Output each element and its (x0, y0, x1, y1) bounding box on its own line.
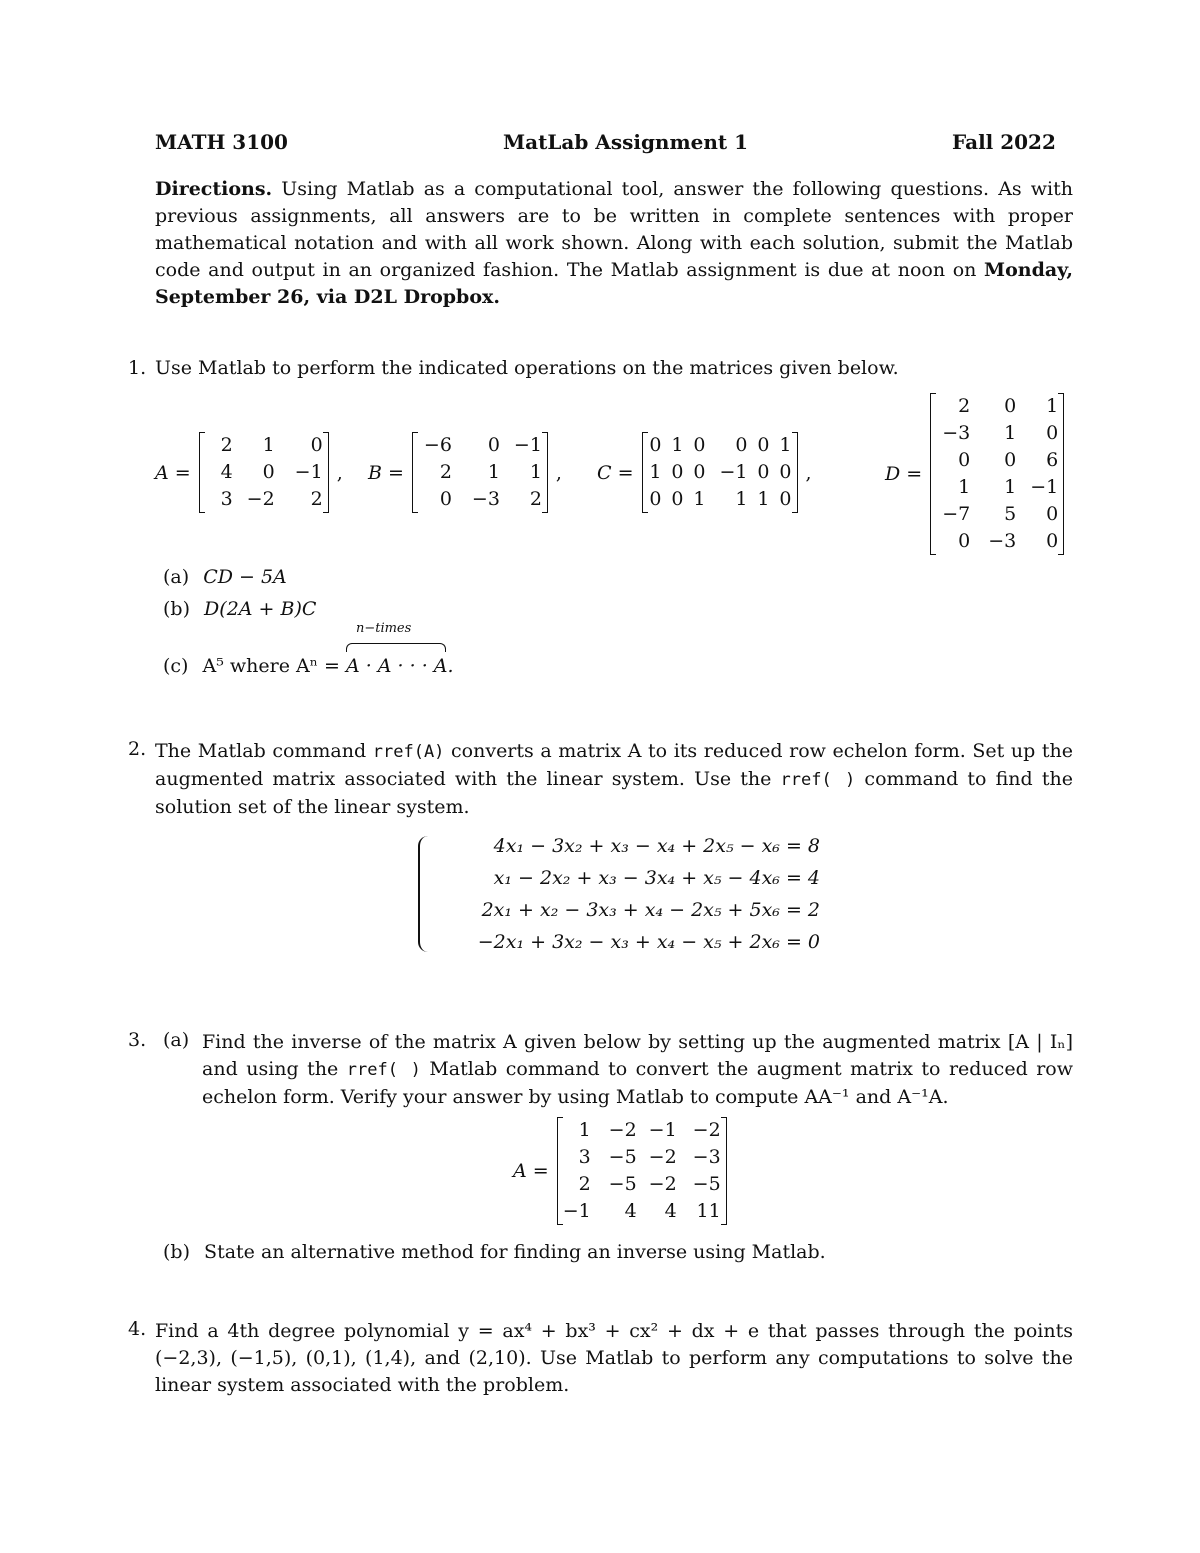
equation: 4x₁ − 3x₂ + x₃ − x₄ + 2x₅ − x₆ = 8 (493, 835, 820, 857)
question-text (202, 1029, 1073, 1111)
matrix-cell: 0 (779, 488, 792, 510)
matrix-cell: 2 (958, 395, 971, 417)
question-number: 1. (128, 357, 147, 379)
matrix-cell: 1 (757, 488, 770, 510)
matrix-cell: 0 (693, 461, 706, 483)
matrix-cell: 0 (487, 434, 500, 456)
matrix-cell: −3 (988, 530, 1017, 552)
product-expr: A · A · · · A. (345, 655, 454, 677)
matrix-label: A = (155, 461, 191, 484)
directions-text: Using Matlab as a computational tool, answer the following questions. As with previous assignments, all answers are to be written in complete sentences with proper mathematical notation and with all work shown. Along with each solution, submit the Matlab code and output in an organized fashion. The Matlab assignment is due at noon on (155, 178, 1073, 281)
matrix-cell: −1 (294, 461, 323, 483)
matrix-cell: 0 (671, 488, 684, 510)
question-number: 4. (128, 1318, 147, 1340)
matrix-cell: −1 (1030, 476, 1059, 498)
matrix-cell: 6 (1046, 449, 1059, 471)
matrix-A-q3 (557, 1117, 727, 1225)
assignment-title: MatLab Assignment 1 (503, 130, 749, 154)
matrix-cell: −2 (246, 488, 275, 510)
text-segment: Matlab command to convert the augment matrix to reduced row echelon form. Verify your answer by using Matlab to compute AA⁻¹ and A⁻¹A. (202, 1058, 1073, 1108)
matrix-cell: 1 (735, 488, 748, 510)
matrix-cell: 1 (958, 476, 971, 498)
matrix-cell: 0 (735, 434, 748, 456)
question-text: Use Matlab to perform the indicated operations on the matrices given below. (155, 357, 899, 379)
matrix-A-block: A = 2 1 0 4 0 −1 3 −2 2 , (155, 432, 343, 513)
matrix-cell: 1 (671, 434, 684, 456)
matrix-cell: 0 (310, 434, 323, 456)
matrix-label: B = (368, 461, 404, 484)
matrix-D-block (885, 393, 1064, 555)
question-text: Find a 4th degree polynomial y = ax⁴ + bx³ + cx² + dx + e that passes through the points (−2,3), (−1,5), (0,1), (1,4), and (2,10). Use Matlab to perform any computations to solve the linear system associated with the problem. (155, 1320, 1073, 1396)
matrix-cell: 0 (671, 461, 684, 483)
matrix-cell: 0 (649, 488, 662, 510)
matrix-cell: 0 (1004, 449, 1017, 471)
matrix-cell: 1 (262, 434, 275, 456)
matrix-cell: 0 (1004, 395, 1017, 417)
part-expr: A⁵ where Aⁿ = (202, 655, 340, 677)
matrix-cell: 2 (220, 434, 233, 456)
matrix-cell: 0 (1046, 503, 1059, 525)
equation: x₁ − 2x₂ + x₃ − 3x₄ + x₅ − 4x₆ = 4 (493, 867, 820, 889)
part-label: (b) (163, 598, 190, 620)
text-segment: Find the inverse of the matrix A given below by setting up the augmented matrix [A | Iₙ] and using the (202, 1031, 1073, 1080)
q3-part-b (163, 1241, 826, 1263)
part-expr: CD − 5A (203, 566, 287, 588)
matrix-cell: 2 (439, 461, 452, 483)
matrix-cell: 1 (649, 461, 662, 483)
matrix-cell: −5 (608, 1173, 637, 1195)
question-number: 2. (128, 738, 147, 760)
matrix-cell: 4 (664, 1200, 677, 1222)
matrix-cell: 0 (1046, 422, 1059, 444)
matrix-cell: 2 (310, 488, 323, 510)
part-label: (a) (163, 1029, 190, 1051)
matrix-cell: 4 (624, 1200, 637, 1222)
matrix-cell: 3 (220, 488, 233, 510)
matrix-D (930, 393, 1064, 555)
matrix-C-block: C = 0 1 0 0 0 1 1 0 0 −1 0 0 0 0 1 1 1 0 , (597, 432, 812, 513)
matrix-cell: 0 (262, 461, 275, 483)
matrix-cell: −3 (942, 422, 971, 444)
matrix-cell: −1 (648, 1119, 677, 1141)
q1-part-c (163, 621, 454, 677)
part-expr: D(2A + B)C (204, 598, 317, 620)
text-segment: converts a matrix A to its reduced row echelon form. Set up the augmented matrix associated with the linear system. Use the (155, 740, 1073, 790)
matrix-cell: −5 (692, 1173, 721, 1195)
matrix-cell: 1 (779, 434, 792, 456)
matrix-cell: 0 (779, 461, 792, 483)
matrix-label: C = (597, 461, 634, 484)
matrix-C (642, 432, 798, 513)
matrix-cell: −2 (648, 1173, 677, 1195)
equation: −2x₁ + 3x₂ − x₃ + x₄ − x₅ + 2x₆ = 0 (477, 931, 820, 953)
matrix-cell: −7 (942, 503, 971, 525)
matrix-cell: −5 (608, 1146, 637, 1168)
matrix-B (412, 432, 548, 513)
system-brace (418, 836, 434, 952)
matrix-cell: 0 (958, 449, 971, 471)
matrix-cell: 0 (693, 434, 706, 456)
part-label: (b) (163, 1241, 190, 1263)
matrix-cell: 3 (578, 1146, 591, 1168)
matrix-cell: 0 (757, 434, 770, 456)
question-text (155, 738, 1073, 821)
overbrace (346, 643, 446, 652)
matrix-cell: 2 (578, 1173, 591, 1195)
due-date: Monday, September 26, via D2L Dropbox. (155, 259, 1073, 308)
equation: 2x₁ + x₂ − 3x₃ + x₄ − 2x₅ + 5x₆ = 2 (481, 899, 820, 921)
matrix-cell: −6 (423, 434, 452, 456)
matrix-cell: −1 (719, 461, 748, 483)
part-label: (a) (163, 566, 190, 588)
matrix-cell: 0 (958, 530, 971, 552)
matrix-cell: 1 (487, 461, 500, 483)
matrix-cell: 0 (757, 461, 770, 483)
term: Fall 2022 (952, 130, 1056, 154)
linear-system (440, 830, 820, 958)
matrix-A-inverse-block (513, 1117, 727, 1225)
directions-label: Directions. (155, 178, 273, 200)
matrix-cell: 0 (1046, 530, 1059, 552)
matrix-cell: −2 (692, 1119, 721, 1141)
directions (155, 176, 1073, 311)
matrix-B-block: B = −6 0 −1 2 1 1 0 −3 2 , (368, 432, 562, 513)
matrix-cell: −2 (608, 1119, 637, 1141)
code-rref: rref(A) (372, 742, 445, 762)
q1-part-a (163, 566, 287, 588)
matrix-A (199, 432, 329, 513)
part-text: State an alternative method for finding an inverse using Matlab. (204, 1241, 826, 1263)
part-label: (c) (163, 655, 189, 677)
matrix-label: D = (885, 463, 923, 485)
question-number: 3. (128, 1029, 147, 1051)
code-rref: rref( ) (780, 770, 856, 790)
text-segment: The Matlab command (155, 740, 367, 762)
overbrace-label: n−times (355, 621, 412, 636)
matrix-cell: 0 (439, 488, 452, 510)
matrix-cell: −1 (562, 1200, 591, 1222)
matrix-cell: −1 (513, 434, 542, 456)
matrix-cell: −2 (648, 1146, 677, 1168)
text-segment: command to find the solution set of the linear system. (155, 768, 1073, 818)
matrix-cell: 1 (1004, 422, 1017, 444)
matrix-cell: 1 (1004, 476, 1017, 498)
matrix-cell: 0 (649, 434, 662, 456)
matrix-cell: 11 (696, 1200, 721, 1222)
matrix-label: A = (513, 1160, 549, 1182)
matrix-cell: 4 (220, 461, 233, 483)
code-rref: rref( ) (346, 1060, 421, 1080)
matrix-cell: 1 (529, 461, 542, 483)
q1-part-b (163, 598, 316, 620)
matrix-cell: 1 (1046, 395, 1059, 417)
matrix-cell: 1 (693, 488, 706, 510)
course-code: MATH 3100 (155, 130, 288, 154)
matrix-cell: −3 (471, 488, 500, 510)
matrix-cell: −3 (692, 1146, 721, 1168)
matrix-cell: 5 (1004, 503, 1017, 525)
matrix-cell: 1 (578, 1119, 591, 1141)
overbrace-product (345, 621, 454, 677)
matrix-cell: 2 (529, 488, 542, 510)
